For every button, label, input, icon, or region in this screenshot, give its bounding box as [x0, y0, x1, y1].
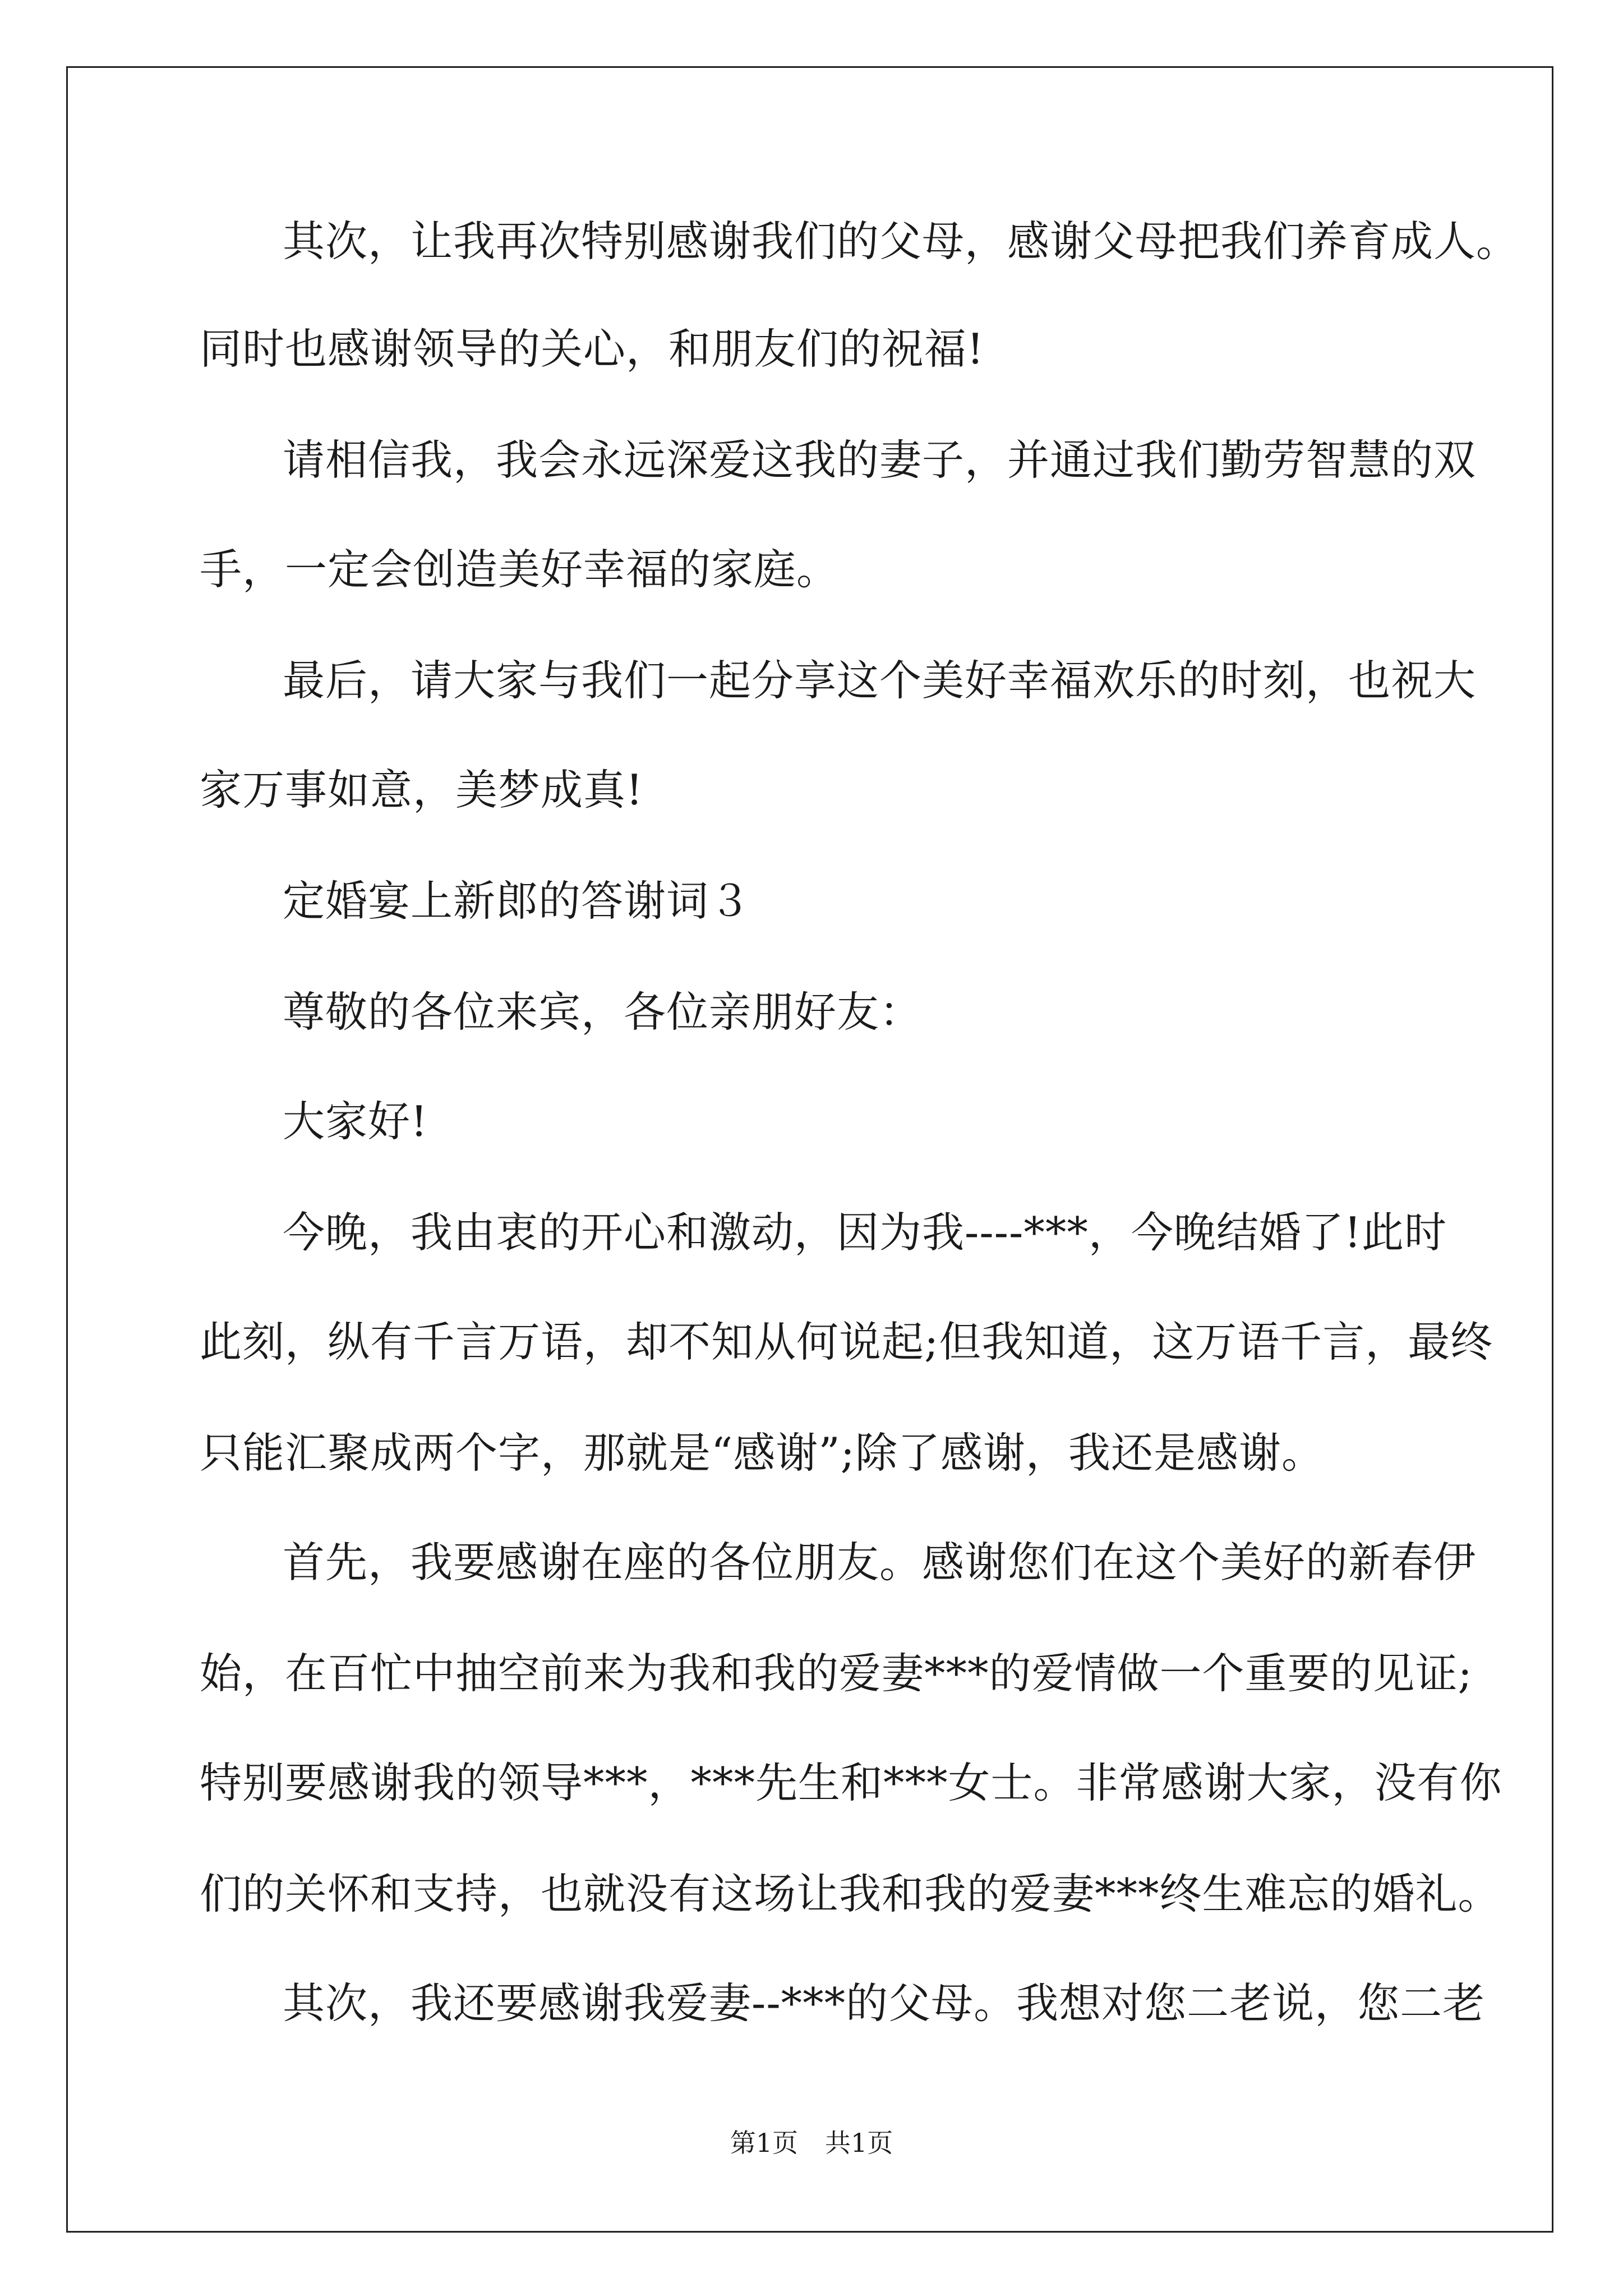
- page-number-total: 共1页: [825, 2128, 893, 2158]
- paragraph-line: 同时也感谢领导的关心，和朋友们的祝福!: [200, 324, 985, 374]
- paragraph-line: 只能汇聚成两个字，那就是“感谢”;除了感谢，我还是感谢。: [200, 1428, 1324, 1478]
- paragraph-line: 们的关怀和支持，也就没有这场让我和我的爱妻***终生难忘的婚礼。: [200, 1869, 1501, 1918]
- paragraph-line: 首先，我要感谢在座的各位朋友。感谢您们在这个美好的新春伊: [283, 1538, 1477, 1587]
- paragraph-line: 其次，我还要感谢我爱妻--***的父母。我想对您二老说，您二老: [283, 1978, 1486, 2028]
- paragraph-line: 家万事如意，美梦成真!: [200, 765, 644, 815]
- salutation: 尊敬的各位来宾，各位亲朋好友：: [283, 987, 923, 1037]
- page-footer: [0, 2126, 1623, 2160]
- paragraph-line: 始，在百忙中抽空前来为我和我的爱妻***的爱情做一个重要的见证;: [200, 1649, 1473, 1698]
- section-heading: 定婚宴上新郎的答谢词３: [283, 876, 752, 926]
- greeting: 大家好!: [283, 1097, 428, 1146]
- paragraph-line: 手，一定会创造美好幸福的家庭。: [200, 545, 840, 594]
- paragraph-line: 特别要感谢我的领导***，***先生和***女士。非常感谢大家，没有你: [200, 1758, 1502, 1807]
- paragraph-line: 其次，让我再次特别感谢我们的父母，感谢父母把我们养育成人。: [283, 217, 1519, 266]
- paragraph-line: 最后，请大家与我们一起分享这个美好幸福欢乐的时刻，也祝大: [283, 656, 1477, 705]
- page-number-current: 第1页: [730, 2128, 798, 2158]
- paragraph-line: 请相信我，我会永远深爱这我的妻子，并通过我们勤劳智慧的双: [283, 435, 1477, 485]
- paragraph-line: 今晚，我由衷的开心和激动，因为我----***，今晚结婚了!此时: [283, 1208, 1447, 1257]
- paragraph-line: 此刻，纵有千言万语，却不知从何说起;但我知道，这万语千言，最终: [200, 1317, 1493, 1366]
